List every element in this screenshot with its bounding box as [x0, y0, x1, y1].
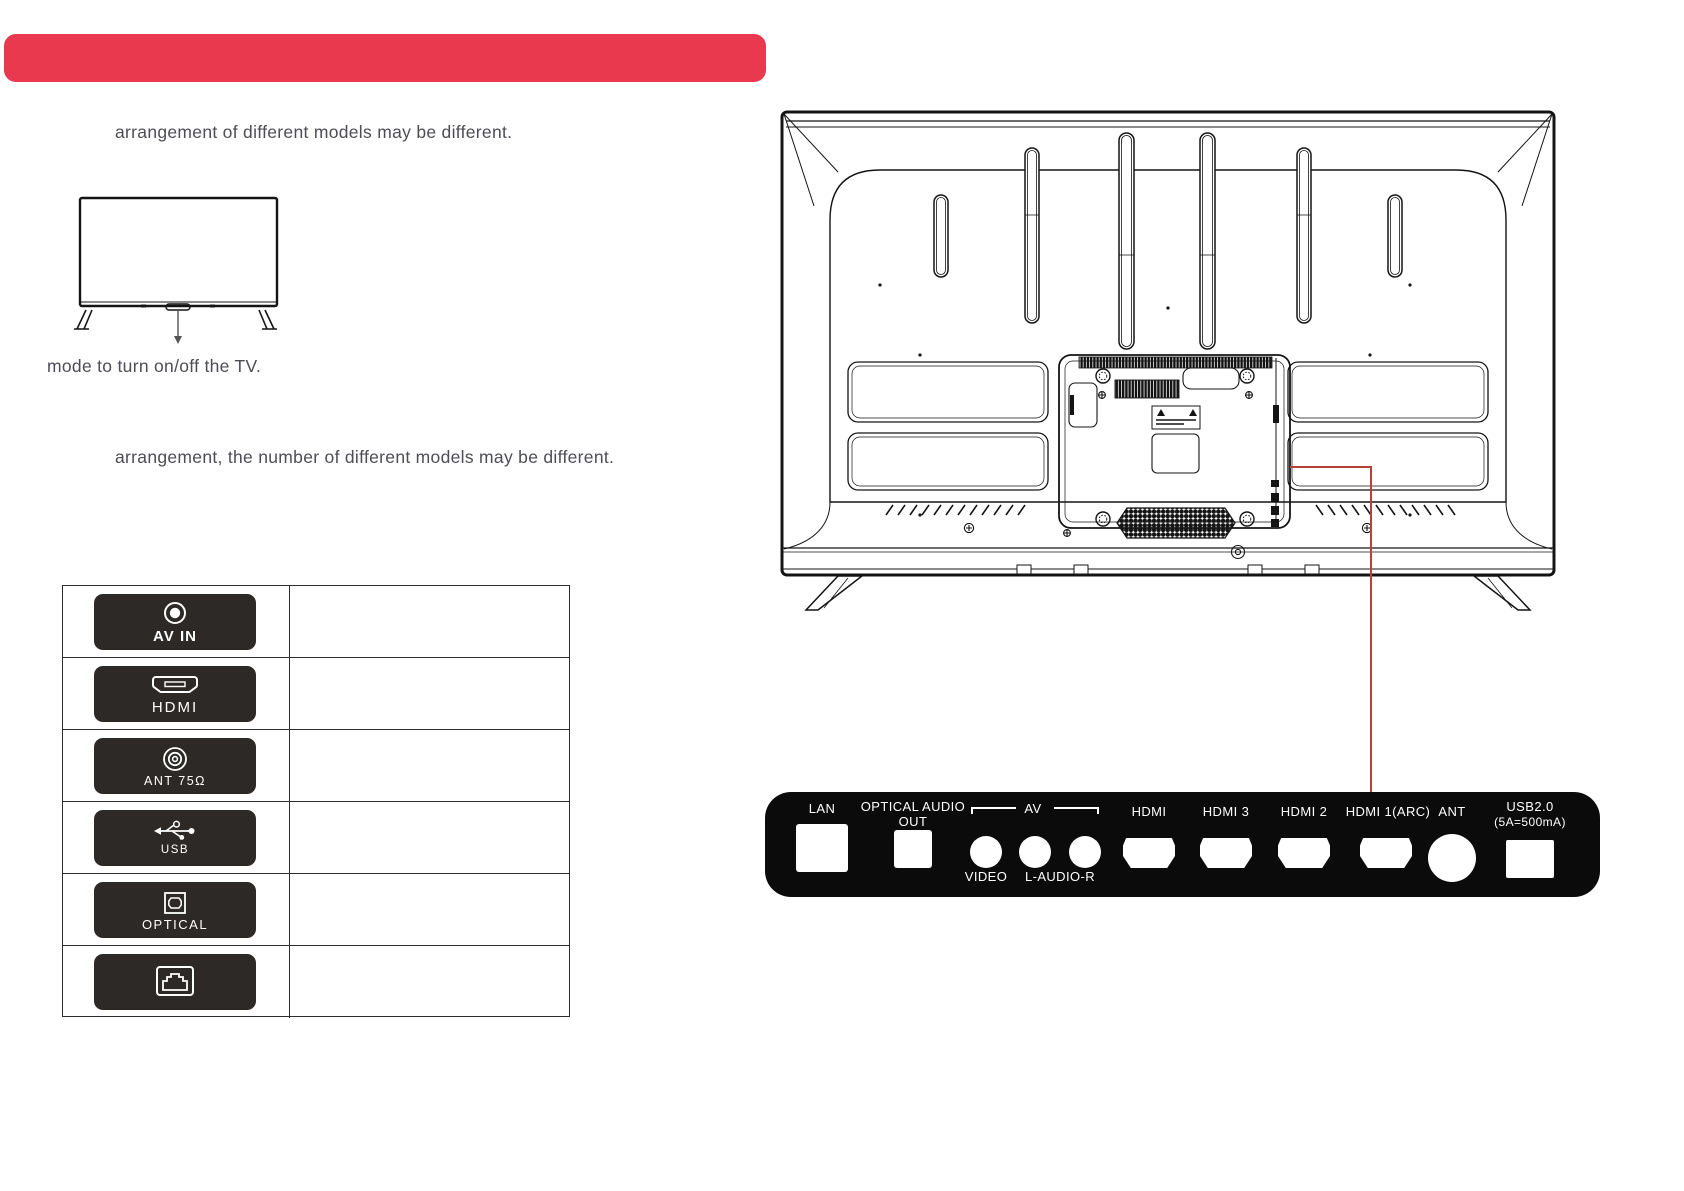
- optical-badge: [94, 882, 256, 938]
- ant-label: ANT: [1438, 804, 1466, 819]
- table-cell-empty: [290, 658, 569, 729]
- badge-label: USB: [160, 843, 190, 856]
- av-group-bracket: [970, 806, 1100, 818]
- ports-note: arrangement, the number of different models may be different.: [115, 447, 615, 467]
- antenna-badge: [94, 738, 256, 794]
- table-cell-empty: [290, 586, 569, 657]
- ports-table: [62, 585, 570, 1017]
- audio-left-jack: [1019, 836, 1051, 868]
- table-row: [63, 874, 569, 946]
- badge-label: AV IN: [153, 627, 197, 645]
- antenna-port-icon: [161, 745, 189, 773]
- badge-label: ANT 75Ω: [144, 773, 206, 788]
- ant-port: [1428, 834, 1476, 882]
- table-row: [63, 730, 569, 802]
- hdmi1-arc-label: HDMI 1(ARC): [1345, 804, 1431, 819]
- usb-badge: [94, 810, 256, 866]
- usb-port-icon: [153, 820, 197, 843]
- video-jack: [970, 836, 1002, 868]
- hdmi1-arc-port: [1360, 838, 1412, 868]
- optical-port-icon: [162, 890, 188, 916]
- table-cell-empty: [290, 946, 569, 1018]
- usb-sub-label: (5A=500mA): [1494, 815, 1566, 829]
- lan-port-icon: [153, 963, 197, 999]
- front-caption: mode to turn on/off the TV.: [47, 356, 262, 376]
- section-header-bar: [4, 34, 766, 82]
- av-in-badge: [94, 594, 256, 650]
- table-row: [63, 658, 569, 730]
- callout-line-vertical: [1370, 466, 1372, 792]
- hdmi2-port: [1278, 838, 1330, 868]
- models-note: arrangement of different models may be different.: [115, 122, 513, 142]
- table-cell-empty: [290, 874, 569, 945]
- av-in-port-icon: [157, 601, 193, 627]
- lan-port: [796, 824, 848, 872]
- rear-io-panel: [765, 792, 1600, 897]
- hdmi-port-icon: [149, 674, 201, 698]
- hdmi-port: [1123, 838, 1175, 868]
- hdmi3-label: HDMI 3: [1202, 804, 1250, 819]
- tv-rear-figure: [770, 100, 1570, 630]
- optical-out-port: [894, 830, 932, 868]
- usb-label: USB2.0: [1506, 799, 1554, 814]
- video-jack-label: VIDEO: [964, 869, 1008, 884]
- table-row: [63, 586, 569, 658]
- badge-label: HDMI: [151, 698, 199, 716]
- hdmi3-port: [1200, 838, 1252, 868]
- table-cell-empty: [290, 730, 569, 801]
- table-row: [63, 802, 569, 874]
- table-row: [63, 946, 569, 1018]
- lan-badge: [94, 954, 256, 1010]
- hdmi2-label: HDMI 2: [1280, 804, 1328, 819]
- badge-label: OPTICAL: [141, 916, 209, 932]
- hdmi-badge: [94, 666, 256, 722]
- optical-out-label: OPTICAL AUDIO OUT: [860, 799, 966, 829]
- l-audio-r-label: L-AUDIO-R: [1024, 869, 1096, 884]
- tv-front-figure: [70, 190, 285, 350]
- lan-label: LAN: [808, 801, 836, 816]
- usb-port: [1506, 840, 1554, 878]
- table-cell-empty: [290, 802, 569, 873]
- hdmi-label: HDMI: [1131, 804, 1167, 819]
- av-label: AV: [1024, 801, 1042, 816]
- audio-right-jack: [1069, 836, 1101, 868]
- callout-line-horizontal: [1290, 466, 1372, 468]
